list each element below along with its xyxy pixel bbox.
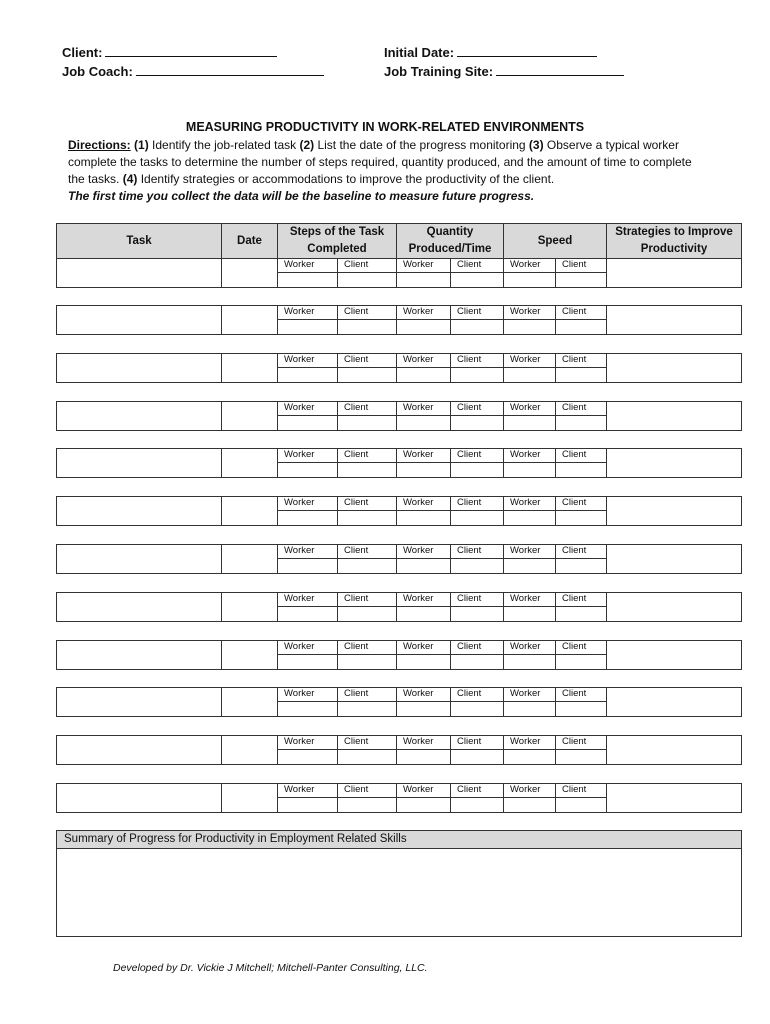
job-coach-label: Job Coach: [62, 64, 133, 79]
client-label: Client [555, 687, 607, 702]
worker-value-cell[interactable] [396, 462, 451, 478]
strategies-cell[interactable] [606, 258, 742, 288]
directions-step2-number: (2) [299, 138, 315, 152]
directions-step1-number: (1) [134, 138, 149, 152]
worker-value-cell[interactable] [503, 319, 556, 335]
client-value-cell[interactable] [337, 462, 397, 478]
client-value-cell[interactable] [337, 510, 397, 526]
worker-value-cell[interactable] [503, 654, 556, 670]
initial-date-label: Initial Date: [384, 45, 455, 60]
client-value-cell[interactable] [555, 415, 607, 431]
worker-label: Worker [503, 687, 556, 702]
worker-value-cell[interactable] [277, 558, 338, 574]
worker-label: Worker [396, 735, 451, 750]
worker-value-cell[interactable] [277, 272, 338, 288]
task-cell[interactable] [56, 640, 222, 670]
worker-value-cell[interactable] [277, 797, 338, 813]
worker-value-cell[interactable] [277, 319, 338, 335]
worker-value-cell[interactable] [277, 510, 338, 526]
worker-value-cell[interactable] [503, 415, 556, 431]
client-label: Client [337, 305, 397, 320]
client-label: Client [555, 448, 607, 463]
client-label: Client [450, 305, 504, 320]
worker-label: Worker [396, 783, 451, 798]
worker-label: Worker [277, 401, 338, 416]
task-cell[interactable] [56, 258, 222, 288]
client-label: Client [555, 592, 607, 607]
worker-label: Worker [503, 258, 556, 273]
worker-label: Worker [277, 544, 338, 559]
worker-value-cell[interactable] [396, 749, 451, 765]
worker-value-cell[interactable] [503, 272, 556, 288]
client-label: Client [337, 401, 397, 416]
client-value-cell[interactable] [450, 654, 504, 670]
worker-label: Worker [277, 735, 338, 750]
worker-label: Worker [277, 640, 338, 655]
worker-label: Worker [503, 353, 556, 368]
strategies-cell[interactable] [606, 448, 742, 478]
client-label: Client [450, 353, 504, 368]
client-label: Client [555, 783, 607, 798]
client-value-cell[interactable] [555, 510, 607, 526]
directions-step4-text: Identify strategies or accommodations to improve the productivity of the client. [137, 172, 555, 186]
strategies-cell[interactable] [606, 353, 742, 383]
worker-value-cell[interactable] [396, 272, 451, 288]
client-label: Client [555, 496, 607, 511]
job-coach-field [62, 63, 324, 79]
worker-value-cell[interactable] [277, 415, 338, 431]
client-value-cell[interactable] [337, 558, 397, 574]
worker-value-cell[interactable] [503, 797, 556, 813]
client-value-cell[interactable] [450, 701, 504, 717]
worker-value-cell[interactable] [277, 462, 338, 478]
client-value-cell[interactable] [337, 749, 397, 765]
header-quantity: Quantity Produced/Time [396, 223, 504, 259]
client-value-cell[interactable] [450, 462, 504, 478]
directions [68, 137, 708, 205]
worker-value-cell[interactable] [277, 367, 338, 383]
client-value-cell[interactable] [555, 749, 607, 765]
worker-label: Worker [503, 448, 556, 463]
worker-label: Worker [396, 401, 451, 416]
initial-date-field [384, 44, 597, 60]
client-label: Client [337, 592, 397, 607]
client-label: Client [337, 496, 397, 511]
task-cell[interactable] [56, 735, 222, 765]
client-label: Client [450, 592, 504, 607]
header-speed: Speed [503, 223, 607, 259]
directions-step4-number: (4) [122, 172, 138, 186]
worker-value-cell[interactable] [277, 701, 338, 717]
client-value-cell[interactable] [337, 654, 397, 670]
initial-date-input-line[interactable] [457, 44, 597, 57]
summary-input-area[interactable] [56, 848, 742, 937]
client-label: Client [337, 544, 397, 559]
worker-value-cell[interactable] [396, 654, 451, 670]
client-label: Client [555, 401, 607, 416]
client-label: Client [337, 783, 397, 798]
client-value-cell[interactable] [555, 797, 607, 813]
client-value-cell[interactable] [450, 510, 504, 526]
worker-value-cell[interactable] [277, 749, 338, 765]
date-cell[interactable] [221, 496, 278, 526]
worker-value-cell[interactable] [503, 749, 556, 765]
client-value-cell[interactable] [555, 462, 607, 478]
job-training-site-label: Job Training Site: [384, 64, 494, 79]
worker-label: Worker [396, 687, 451, 702]
date-cell[interactable] [221, 448, 278, 478]
client-label: Client [555, 735, 607, 750]
strategies-cell[interactable] [606, 592, 742, 622]
date-cell[interactable] [221, 783, 278, 813]
strategies-cell[interactable] [606, 687, 742, 717]
date-cell[interactable] [221, 592, 278, 622]
date-cell[interactable] [221, 305, 278, 335]
client-value-cell[interactable] [555, 367, 607, 383]
client-label: Client [450, 544, 504, 559]
client-label: Client [337, 258, 397, 273]
client-value-cell[interactable] [337, 415, 397, 431]
client-label: Client [450, 401, 504, 416]
worker-value-cell[interactable] [277, 654, 338, 670]
worker-label: Worker [503, 496, 556, 511]
job-training-site-field [384, 63, 624, 79]
client-label: Client [337, 448, 397, 463]
client-value-cell[interactable] [450, 749, 504, 765]
worker-label: Worker [396, 592, 451, 607]
client-label: Client [337, 640, 397, 655]
worker-value-cell[interactable] [396, 319, 451, 335]
date-cell[interactable] [221, 735, 278, 765]
client-value-cell[interactable] [337, 606, 397, 622]
worker-label: Worker [396, 496, 451, 511]
client-value-cell[interactable] [555, 272, 607, 288]
strategies-cell[interactable] [606, 783, 742, 813]
worker-label: Worker [396, 448, 451, 463]
header-task: Task [56, 223, 222, 259]
worker-label: Worker [277, 448, 338, 463]
worker-label: Worker [277, 592, 338, 607]
strategies-cell[interactable] [606, 735, 742, 765]
worker-value-cell[interactable] [396, 415, 451, 431]
client-label: Client [555, 305, 607, 320]
directions-label: Directions: [68, 138, 131, 152]
directions-step1-text: Identify the job-related task [148, 138, 300, 152]
directions-step3-text: Observe a typical worker complete the tasks to determine the number of steps required, quantity produced, and the amount of time to complete the tasks. [68, 138, 692, 186]
worker-label: Worker [277, 687, 338, 702]
client-value-cell[interactable] [337, 797, 397, 813]
date-cell[interactable] [221, 640, 278, 670]
worker-value-cell[interactable] [396, 701, 451, 717]
header-steps: Steps of the Task Completed [277, 223, 397, 259]
task-cell[interactable] [56, 448, 222, 478]
strategies-cell[interactable] [606, 496, 742, 526]
date-cell[interactable] [221, 353, 278, 383]
task-cell[interactable] [56, 783, 222, 813]
worker-value-cell[interactable] [396, 510, 451, 526]
client-label: Client [450, 735, 504, 750]
client-value-cell[interactable] [555, 319, 607, 335]
date-cell[interactable] [221, 687, 278, 717]
worker-value-cell[interactable] [277, 606, 338, 622]
client-label: Client [450, 640, 504, 655]
worker-label: Worker [277, 496, 338, 511]
task-cell[interactable] [56, 305, 222, 335]
summary-header: Summary of Progress for Productivity in Employment Related Skills [56, 830, 742, 849]
client-label: Client [450, 687, 504, 702]
task-cell[interactable] [56, 496, 222, 526]
worker-label: Worker [503, 592, 556, 607]
client-label: Client [450, 448, 504, 463]
client-value-cell[interactable] [555, 701, 607, 717]
client-label: Client: [62, 45, 103, 60]
client-value-cell[interactable] [555, 558, 607, 574]
strategies-cell[interactable] [606, 544, 742, 574]
client-label: Client [555, 353, 607, 368]
worker-label: Worker [503, 783, 556, 798]
client-value-cell[interactable] [337, 367, 397, 383]
client-label: Client [337, 687, 397, 702]
client-value-cell[interactable] [555, 654, 607, 670]
client-value-cell[interactable] [450, 272, 504, 288]
header-strategies: Strategies to Improve Productivity [606, 223, 742, 259]
header-date: Date [221, 223, 278, 259]
worker-label: Worker [503, 735, 556, 750]
client-label: Client [555, 258, 607, 273]
footer-credit: Developed by Dr. Vickie J Mitchell; Mitchell-Panter Consulting, LLC. [113, 962, 428, 974]
task-cell[interactable] [56, 353, 222, 383]
strategies-cell[interactable] [606, 640, 742, 670]
client-value-cell[interactable] [450, 797, 504, 813]
client-value-cell[interactable] [555, 606, 607, 622]
client-label: Client [450, 783, 504, 798]
client-label: Client [555, 640, 607, 655]
client-label: Client [450, 496, 504, 511]
worker-label: Worker [396, 353, 451, 368]
worker-value-cell[interactable] [396, 367, 451, 383]
worker-value-cell[interactable] [503, 701, 556, 717]
worker-label: Worker [277, 783, 338, 798]
strategies-cell[interactable] [606, 305, 742, 335]
client-value-cell[interactable] [337, 272, 397, 288]
task-cell[interactable] [56, 592, 222, 622]
worker-label: Worker [396, 544, 451, 559]
worker-value-cell[interactable] [396, 558, 451, 574]
job-training-site-input-line[interactable] [496, 63, 624, 76]
client-label: Client [450, 258, 504, 273]
client-value-cell[interactable] [450, 606, 504, 622]
worker-label: Worker [277, 305, 338, 320]
worker-value-cell[interactable] [503, 558, 556, 574]
directions-step3-number: (3) [528, 138, 544, 152]
client-label: Client [337, 735, 397, 750]
worker-label: Worker [503, 305, 556, 320]
date-cell[interactable] [221, 544, 278, 574]
worker-value-cell[interactable] [503, 462, 556, 478]
worker-label: Worker [396, 640, 451, 655]
worker-label: Worker [503, 544, 556, 559]
worker-label: Worker [503, 640, 556, 655]
task-cell[interactable] [56, 544, 222, 574]
worker-label: Worker [277, 353, 338, 368]
worker-value-cell[interactable] [503, 606, 556, 622]
directions-step2-text: List the date of the progress monitoring [314, 138, 529, 152]
worker-label: Worker [277, 258, 338, 273]
client-value-cell[interactable] [450, 319, 504, 335]
worker-label: Worker [503, 401, 556, 416]
job-coach-input-line[interactable] [136, 63, 324, 76]
client-label: Client [337, 353, 397, 368]
client-value-cell[interactable] [450, 367, 504, 383]
client-value-cell[interactable] [337, 701, 397, 717]
worker-label: Worker [396, 305, 451, 320]
worker-value-cell[interactable] [503, 510, 556, 526]
worker-value-cell[interactable] [396, 797, 451, 813]
worker-value-cell[interactable] [503, 367, 556, 383]
date-cell[interactable] [221, 401, 278, 431]
worker-value-cell[interactable] [396, 606, 451, 622]
directions-note: The first time you collect the data will be the baseline to measure future progress. [68, 189, 535, 203]
task-cell[interactable] [56, 401, 222, 431]
strategies-cell[interactable] [606, 401, 742, 431]
client-input-line[interactable] [105, 44, 277, 57]
task-cell[interactable] [56, 687, 222, 717]
worker-label: Worker [396, 258, 451, 273]
page-title: MEASURING PRODUCTIVITY IN WORK-RELATED ENVIRONMENTS [185, 120, 585, 134]
date-cell[interactable] [221, 258, 278, 288]
client-field [62, 44, 277, 60]
client-label: Client [555, 544, 607, 559]
client-value-cell[interactable] [337, 319, 397, 335]
client-value-cell[interactable] [450, 558, 504, 574]
client-value-cell[interactable] [450, 415, 504, 431]
